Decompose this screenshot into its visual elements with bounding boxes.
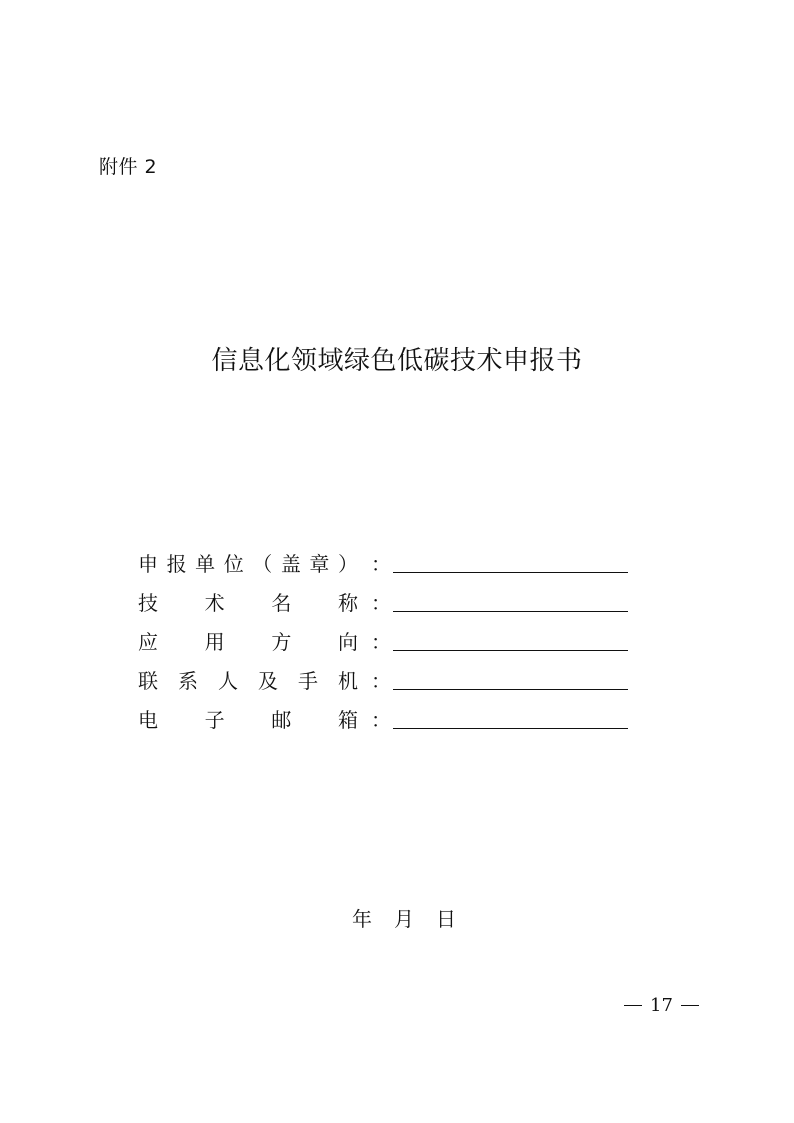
date-day: 日 [436,907,456,931]
form-row-contact-phone [138,661,638,697]
field-colon: ： [371,708,391,732]
label-char: 盖 [280,552,301,576]
label-char: 向 [337,630,358,654]
label-char: 电 [138,708,158,732]
field-colon: ： [371,591,391,615]
label-char: 名 [271,591,292,615]
field-label [138,626,358,655]
form-row-email [138,700,638,736]
form-row-applicant-unit [138,544,638,580]
form-row-technology-name [138,583,638,619]
label-char: 箱 [337,708,358,732]
field-label [138,587,358,616]
label-char: 联 [138,669,158,693]
email-blank-line[interactable] [393,728,628,729]
label-char: 单 [195,552,216,576]
label-char: 子 [204,708,225,732]
form-row-application-direction [138,622,638,658]
label-char: （ [252,552,273,576]
page-number [624,995,699,1016]
page-number-value: 17 [650,995,673,1016]
applicant-unit-blank-line[interactable] [393,572,628,573]
field-label [138,665,358,694]
label-char: 应 [138,630,158,654]
page-number-right-dash [681,1005,699,1006]
label-char: 技 [138,591,158,615]
field-label [138,704,358,733]
technology-name-blank-line[interactable] [393,611,628,612]
label-char: 报 [166,552,187,576]
date-year: 年 [352,907,372,931]
label-char: 称 [337,591,358,615]
label-char: 及 [258,669,278,693]
date-month: 月 [394,907,414,931]
label-char: 术 [204,591,225,615]
label-char: 章 [309,552,330,576]
label-char: ） [337,552,358,576]
page-number-left-dash [624,1005,642,1006]
field-label [138,548,358,577]
label-char: 手 [298,669,318,693]
document-title: 信息化领域绿色低碳技术申报书 [211,346,583,376]
label-char: 机 [338,669,358,693]
field-colon: ： [371,669,391,693]
contact-phone-blank-line[interactable] [393,689,628,690]
label-char: 申 [138,552,158,576]
label-char: 用 [204,630,225,654]
field-colon: ： [371,630,391,654]
attachment-label: 附件 2 [99,156,158,178]
label-char: 系 [178,669,198,693]
label-char: 人 [218,669,238,693]
date-line [352,903,456,932]
label-char: 方 [271,630,292,654]
label-char: 邮 [271,708,292,732]
field-colon: ： [371,552,391,576]
label-char: 位 [223,552,244,576]
application-direction-blank-line[interactable] [393,650,628,651]
